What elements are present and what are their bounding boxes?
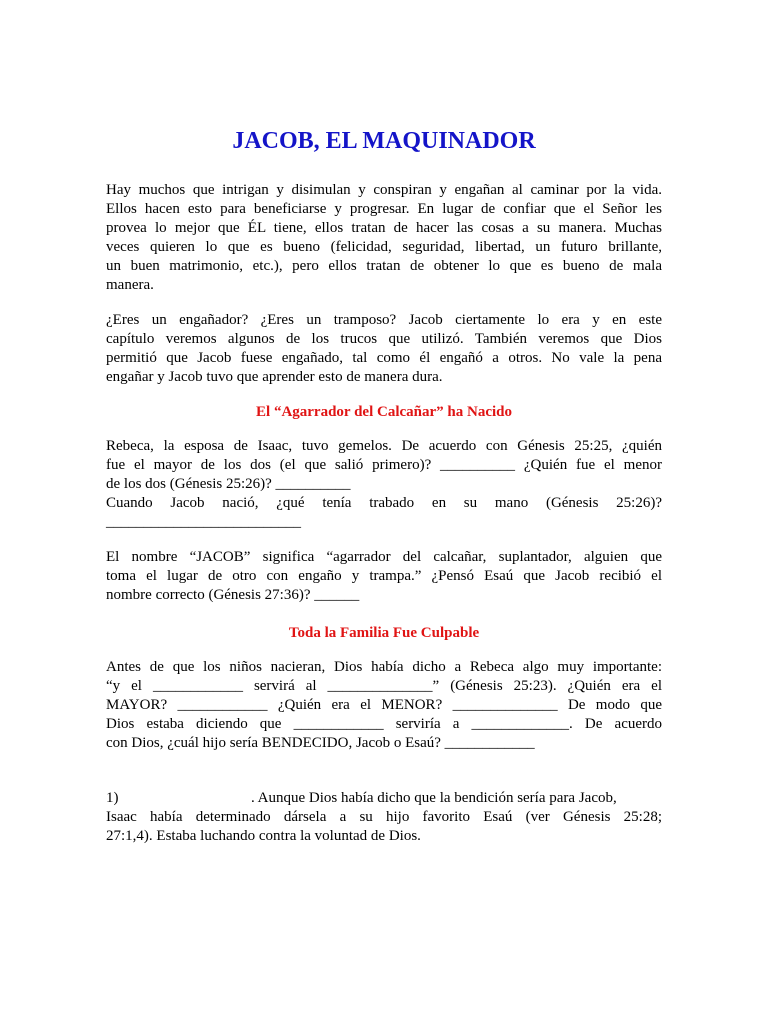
- text-line: manera.: [106, 277, 154, 293]
- text-line: veces quieren lo que es bueno (felicidad, seguridad, libertad, un futuro brillante,: [106, 239, 662, 255]
- text-line: MAYOR? ____________ ¿Quién era el MENOR? ______________ De modo que: [106, 697, 662, 713]
- text-line: de los dos (Génesis 25:26)? __________: [106, 476, 351, 492]
- page-title: JACOB, EL MAQUINADOR: [232, 128, 536, 154]
- twins-paragraph: [106, 437, 662, 532]
- text-line: El nombre “JACOB” significa “agarrador del calcañar, suplantador, alguien que: [106, 549, 662, 565]
- text-line: con Dios, ¿cuál hijo sería BENDECIDO, Jacob o Esaú? ____________: [106, 735, 535, 751]
- question-paragraph: [106, 311, 662, 387]
- text-line: [106, 789, 662, 808]
- text-line: Antes de que los niños nacieran, Dios había dicho a Rebeca algo muy importante:: [106, 659, 662, 675]
- text-line: “y el ____________ servirá al ______________” (Génesis 25:23). ¿Quién era el: [106, 678, 662, 694]
- section-heading: El “Agarrador del Calcañar” ha Nacido: [256, 404, 512, 420]
- numbered-paragraph: [106, 789, 662, 846]
- text-line: fue el mayor de los dos (el que salió primero)? __________ ¿Quién fue el menor: [106, 457, 662, 473]
- family-paragraph: [106, 658, 662, 753]
- text-line: nombre correcto (Génesis 27:36)? ______: [106, 587, 360, 603]
- text-line: __________________________: [106, 514, 301, 530]
- text-line: engañar y Jacob tuvo que aprender esto de manera dura.: [106, 369, 443, 385]
- text-line: Hay muchos que intrigan y disimulan y conspiran y engañan al caminar por la vida.: [106, 182, 662, 198]
- name-meaning-paragraph: [106, 548, 662, 605]
- item-first-line: . Aunque Dios había dicho que la bendición sería para Jacob,: [251, 790, 617, 806]
- text-line: un buen matrimonio, etc.), pero ellos tratan de obtener lo que es bueno de mala: [106, 258, 662, 274]
- text-line: capítulo veremos algunos de los trucos que utilizó. También veremos que Dios: [106, 331, 662, 347]
- text-line: Cuando Jacob nació, ¿qué tenía trabado en su mano (Génesis 25:26)?: [106, 495, 662, 511]
- item-number: 1): [106, 790, 119, 806]
- text-line: Rebeca, la esposa de Isaac, tuvo gemelos. De acuerdo con Génesis 25:25, ¿quién: [106, 438, 662, 454]
- text-line: 27:1,4). Estaba luchando contra la voluntad de Dios.: [106, 828, 421, 844]
- section-heading: Toda la Familia Fue Culpable: [288, 625, 480, 641]
- text-line: ¿Eres un engañador? ¿Eres un tramposo? Jacob ciertamente lo era y en este: [106, 312, 662, 328]
- text-line: Isaac había determinado dársela a su hijo favorito Esaú (ver Génesis 25:28;: [106, 809, 662, 825]
- text-line: Dios estaba diciendo que ____________ serviría a _____________. De acuerdo: [106, 716, 662, 732]
- text-line: permitió que Jacob fuese engañado, tal como él engañó a otros. No vale la pena: [106, 350, 662, 366]
- text-line: Ellos hacen esto para beneficiarse y progresar. En lugar de confiar que el Señor les: [106, 201, 662, 217]
- text-line: toma el lugar de otro con engaño y trampa.” ¿Pensó Esaú que Jacob recibió el: [106, 568, 662, 584]
- text-line: provea lo mejor que ÉL tiene, ellos tratan de hacer las cosas a su manera. Muchas: [106, 220, 662, 236]
- intro-paragraph: [106, 181, 662, 295]
